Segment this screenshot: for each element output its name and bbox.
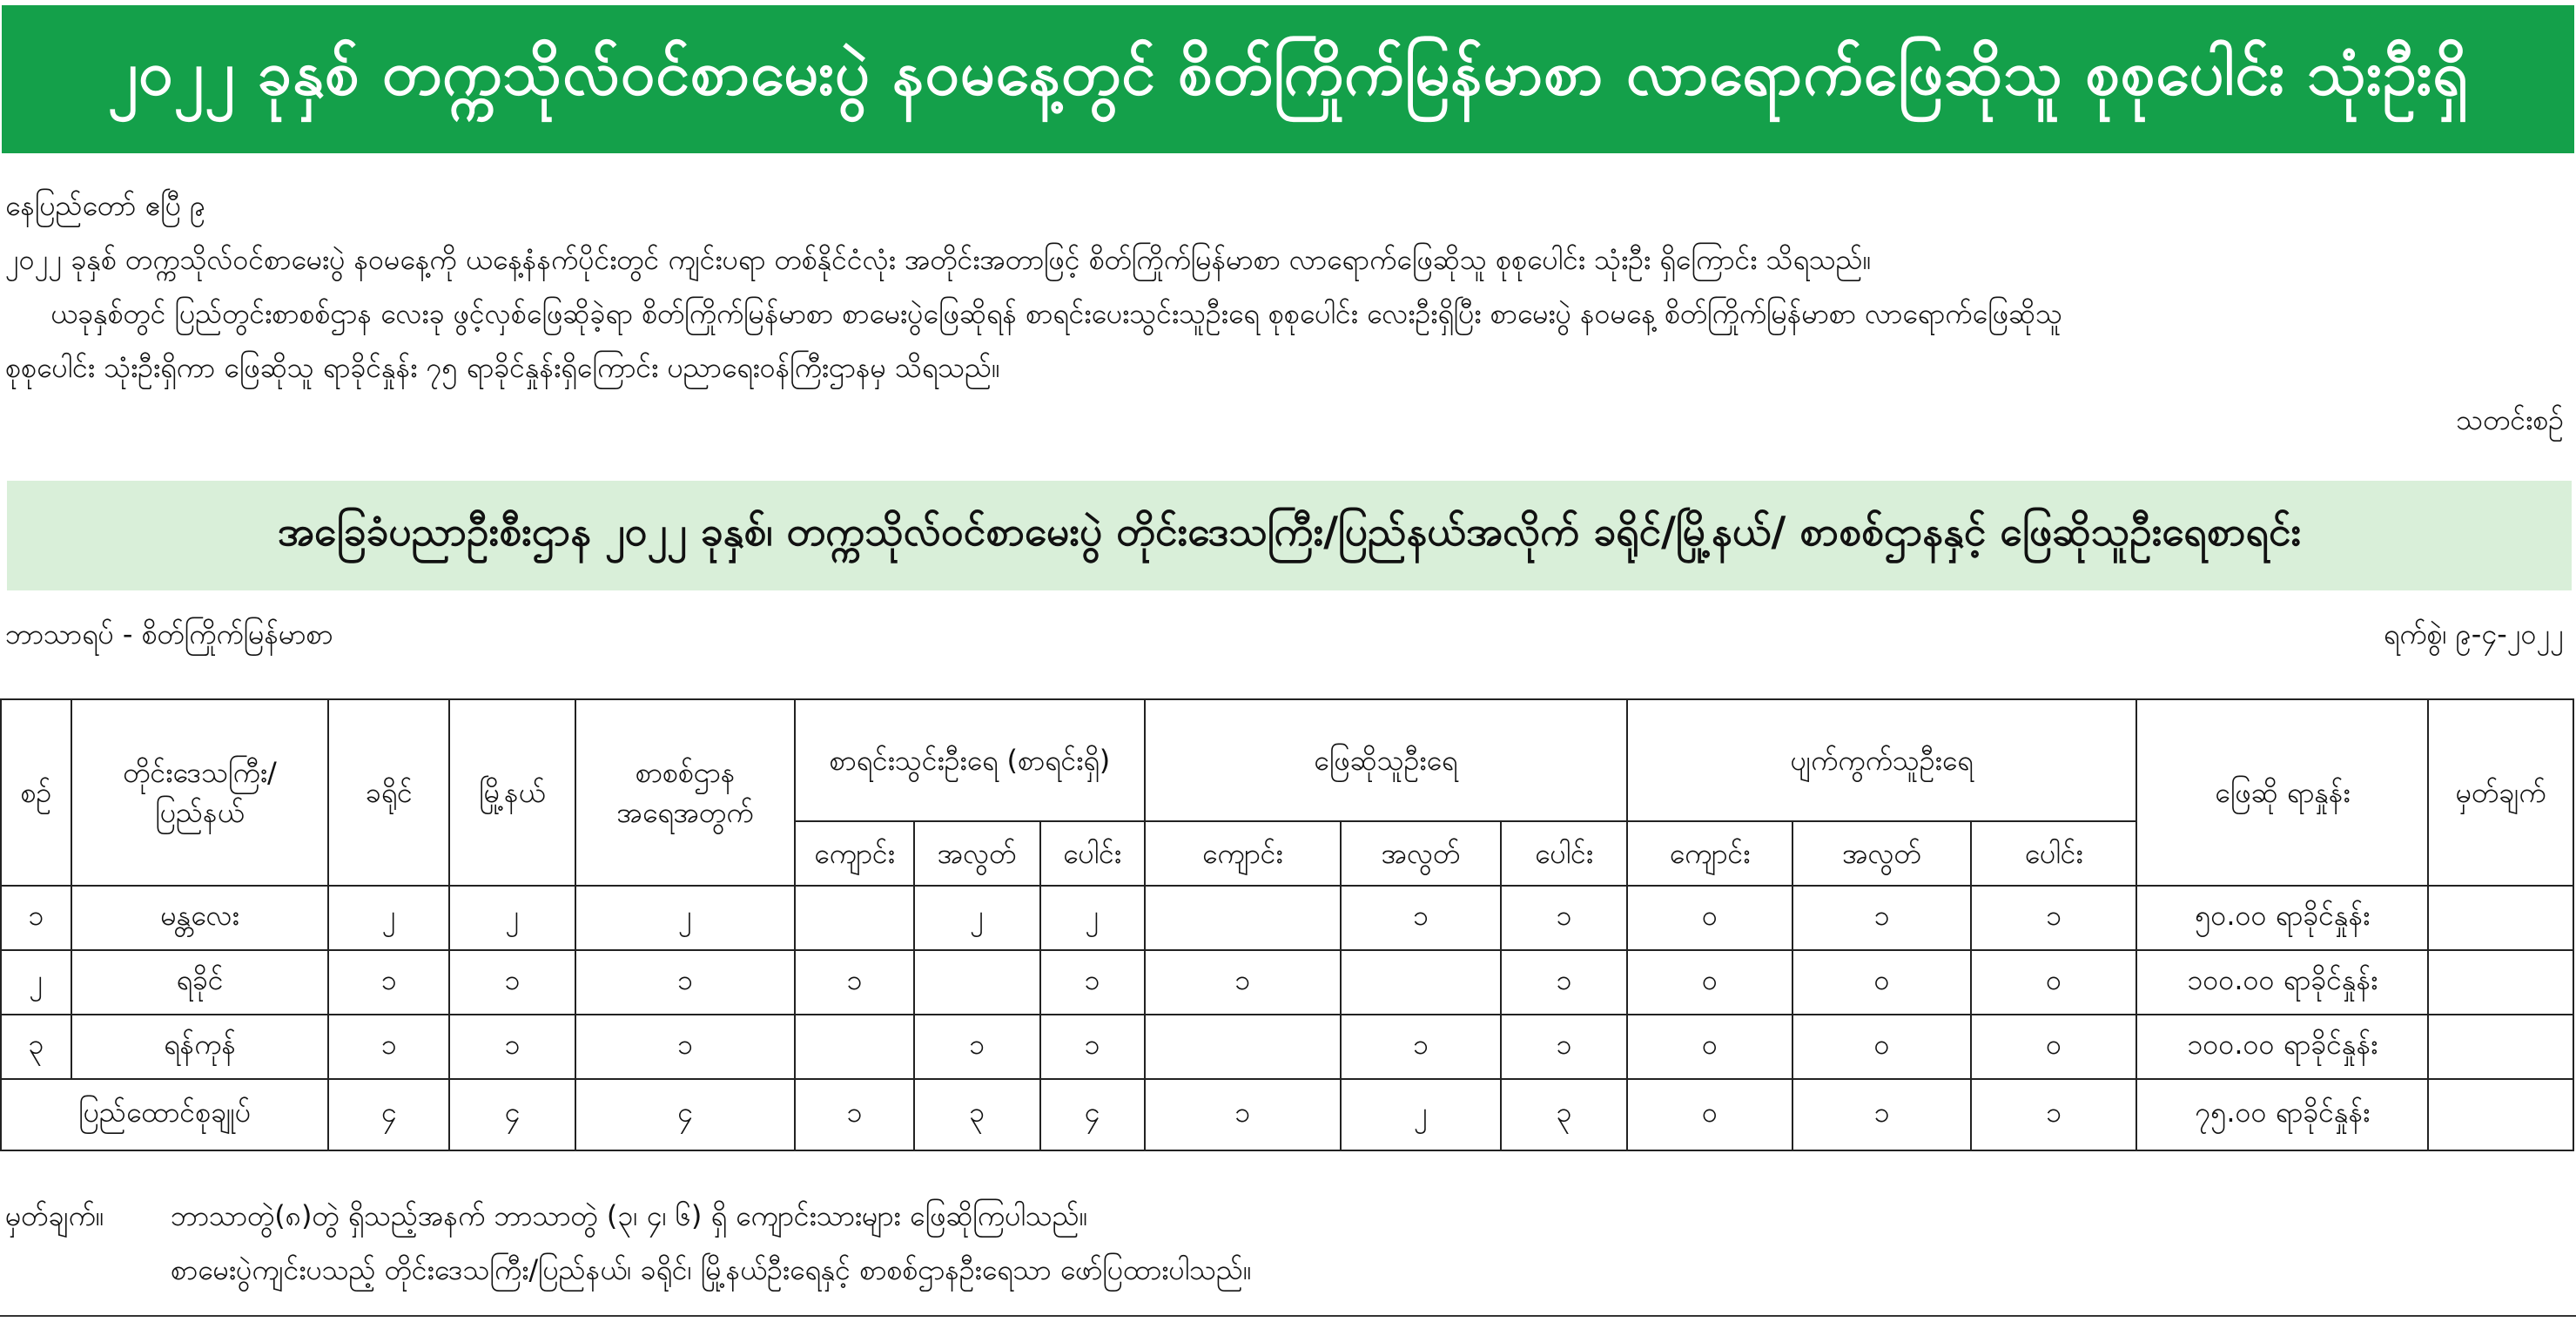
dateline: နေပြည်တော် ဧပြီ ၉ bbox=[5, 189, 206, 222]
article-paragraph-2: ယခုနှစ်တွင် ပြည်တွင်းစာစစ်ဌာန လေးခု ဖွင့်လှစ်ဖြေဆိုခဲ့ရာ စိတ်ကြိုက်မြန်မာစာ စာမေးပွဲဖြေဆိုရန် စာရင်းပေးသွင်းသူဦးရေ စုစုပေါင်း လေးဦးရှိပြီး စာမေးပွဲ နဝမနေ့ စိတ်ကြိုက်မြန်မာစာ လာရောက်ဖြေဆိုသူ bbox=[50, 297, 2062, 330]
header-township: မြို့နယ် bbox=[449, 699, 575, 886]
total-abs-private: ၁ bbox=[1792, 1079, 1971, 1150]
cell-township: ၁ bbox=[449, 950, 575, 1015]
cell-reg-private: ၁ bbox=[914, 1015, 1040, 1079]
cell-sat-total: ၁ bbox=[1501, 1015, 1627, 1079]
cell-abs-private: ၀ bbox=[1792, 950, 1971, 1015]
table-total-row bbox=[1, 1079, 2573, 1150]
subheader-school: ကျောင်း bbox=[795, 821, 914, 886]
table-row bbox=[1, 950, 2573, 1015]
cell-township: ၁ bbox=[449, 1015, 575, 1079]
cell-no: ၃ bbox=[1, 1015, 71, 1079]
cell-abs-school: ၀ bbox=[1627, 950, 1792, 1015]
article-paragraph-3: စုစုပေါင်း သုံးဦးရှိကာ ဖြေဆိုသူ ရာခိုင်နှုန်း ၇၅ ရာခိုင်နှုန်းရှိကြောင်း ပညာရေးဝန်ကြီးဌာနမှ သိရသည်။ bbox=[5, 351, 1000, 384]
cell-reg-private bbox=[914, 950, 1040, 1015]
cell-percent: ၁၀၀.၀၀ ရာခိုင်နှုန်း bbox=[2136, 950, 2428, 1015]
cell-remarks bbox=[2428, 1015, 2573, 1079]
cell-reg-total: ၁ bbox=[1040, 1015, 1145, 1079]
note-line-1: ဘာသာတွဲ(၈)တွဲ ရှိသည့်အနက် ဘာသာတွဲ (၃၊ ၄၊ ၆) ရှိ ကျောင်းသားများ ဖြေဆိုကြပါသည်။ bbox=[171, 1199, 1088, 1232]
cell-centers: ၁ bbox=[575, 1015, 795, 1079]
cell-region: ရခိုင် bbox=[71, 950, 329, 1015]
subheader-total: ပေါင်း bbox=[1501, 821, 1627, 886]
cell-sat-school: ၁ bbox=[1145, 950, 1341, 1015]
total-abs-total: ၁ bbox=[1971, 1079, 2136, 1150]
header-district: ခရိုင် bbox=[328, 699, 449, 886]
subheader-school: ကျောင်း bbox=[1145, 821, 1341, 886]
report-date: ရက်စွဲ၊ ၉-၄-၂၀၂၂ bbox=[2383, 617, 2564, 651]
total-label: ပြည်ထောင်စုချုပ် bbox=[1, 1079, 328, 1150]
cell-percent: ၅၀.၀၀ ရာခိုင်နှုန်း bbox=[2136, 886, 2428, 950]
header-percent: ဖြေဆို ရာနှုန်း bbox=[2136, 699, 2428, 886]
cell-abs-private: ၁ bbox=[1792, 886, 1971, 950]
reporter-credit: သတင်းစဉ် bbox=[2456, 403, 2564, 436]
section-title: အခြေခံပညာဦးစီးဌာန ၂၀၂၂ ခုနှစ်၊ တက္ကသိုလ်ဝင်စာမေးပွဲ တိုင်းဒေသကြီး/ပြည်နယ်အလိုက် ခရိုင်/မြို့နယ်/ စာစစ်ဌာနနှင့် ဖြေဆိုသူဦးရေစာရင်း bbox=[277, 507, 2302, 555]
total-centers: ၄ bbox=[575, 1079, 795, 1150]
cell-reg-private: ၂ bbox=[914, 886, 1040, 950]
cell-district: ၂ bbox=[328, 886, 449, 950]
cell-district: ၁ bbox=[328, 1015, 449, 1079]
subheader-private: အလွတ် bbox=[914, 821, 1040, 886]
total-abs-school: ၀ bbox=[1627, 1079, 1792, 1150]
section-header bbox=[7, 481, 2572, 590]
article-paragraph-1: ၂၀၂၂ ခုနှစ် တက္ကသိုလ်ဝင်စာမေးပွဲ နဝမနေ့ကို ယနေ့နံနက်ပိုင်းတွင် ကျင်းပရာ တစ်နိုင်ငံလုံး အတိုင်းအတာဖြင့် စိတ်ကြိုက်မြန်မာစာ လာရောက်ဖြေဆိုသူ စုစုပေါင်း သုံးဦး ရှိကြောင်း သိရသည်။ bbox=[5, 243, 1872, 276]
cell-no: ၂ bbox=[1, 950, 71, 1015]
cell-reg-total: ၁ bbox=[1040, 950, 1145, 1015]
subheader-private: အလွတ် bbox=[1341, 821, 1501, 886]
header-region: တိုင်းဒေသကြီး/ ပြည်နယ် bbox=[71, 699, 329, 886]
subheader-school: ကျောင်း bbox=[1627, 821, 1792, 886]
total-sat-total: ၃ bbox=[1501, 1079, 1627, 1150]
cell-sat-private: ၁ bbox=[1341, 886, 1501, 950]
total-percent: ၇၅.၀၀ ရာခိုင်နှုန်း bbox=[2136, 1079, 2428, 1150]
bottom-divider bbox=[0, 1315, 2576, 1317]
total-sat-school: ၁ bbox=[1145, 1079, 1341, 1150]
note-line-2: စာမေးပွဲကျင်းပသည့် တိုင်းဒေသကြီး/ပြည်နယ်၊ ခရိုင်၊ မြို့နယ်ဦးရေနှင့် စာစစ်ဌာနဦးရေသာ ဖော်ပြထားပါသည်။ bbox=[171, 1253, 1252, 1286]
total-reg-total: ၄ bbox=[1040, 1079, 1145, 1150]
total-reg-school: ၁ bbox=[795, 1079, 914, 1150]
total-reg-private: ၃ bbox=[914, 1079, 1040, 1150]
header-no: စဉ် bbox=[1, 699, 71, 886]
cell-sat-total: ၁ bbox=[1501, 886, 1627, 950]
cell-reg-total: ၂ bbox=[1040, 886, 1145, 950]
cell-percent: ၁၀၀.၀၀ ရာခိုင်နှုန်း bbox=[2136, 1015, 2428, 1079]
cell-township: ၂ bbox=[449, 886, 575, 950]
header-sat: ဖြေဆိုသူဦးရေ bbox=[1145, 699, 1627, 821]
cell-abs-school: ၀ bbox=[1627, 886, 1792, 950]
cell-centers: ၂ bbox=[575, 886, 795, 950]
cell-abs-total: ၁ bbox=[1971, 886, 2136, 950]
cell-reg-school: ၁ bbox=[795, 950, 914, 1015]
headline-banner bbox=[2, 5, 2574, 153]
cell-centers: ၁ bbox=[575, 950, 795, 1015]
cell-sat-total: ၁ bbox=[1501, 950, 1627, 1015]
subject-label: ဘာသာရပ် - စိတ်ကြိုက်မြန်မာစာ bbox=[5, 617, 333, 651]
subheader-private: အလွတ် bbox=[1792, 821, 1971, 886]
cell-no: ၁ bbox=[1, 886, 71, 950]
cell-abs-total: ၀ bbox=[1971, 1015, 2136, 1079]
cell-remarks bbox=[2428, 886, 2573, 950]
header-remarks: မှတ်ချက် bbox=[2428, 699, 2573, 886]
cell-abs-school: ၀ bbox=[1627, 1015, 1792, 1079]
total-township: ၄ bbox=[449, 1079, 575, 1150]
cell-region: ရန်ကုန် bbox=[71, 1015, 329, 1079]
total-sat-private: ၂ bbox=[1341, 1079, 1501, 1150]
cell-sat-private: ၁ bbox=[1341, 1015, 1501, 1079]
results-table bbox=[0, 698, 2574, 1151]
subheader-total: ပေါင်း bbox=[1971, 821, 2136, 886]
headline-title: ၂၀၂၂ ခုနှစ် တက္ကသိုလ်ဝင်စာမေးပွဲ နဝမနေ့တွင် စိတ်ကြိုက်မြန်မာစာ လာရောက်ဖြေဆိုသူ စုစုပေါင်း သုံးဦးရှိ bbox=[107, 37, 2469, 109]
table-row bbox=[1, 886, 2573, 950]
cell-region: မန္တလေး bbox=[71, 886, 329, 950]
subheader-total: ပေါင်း bbox=[1040, 821, 1145, 886]
total-district: ၄ bbox=[328, 1079, 449, 1150]
cell-district: ၁ bbox=[328, 950, 449, 1015]
cell-abs-private: ၀ bbox=[1792, 1015, 1971, 1079]
header-absent: ပျက်ကွက်သူဦးရေ bbox=[1627, 699, 2136, 821]
cell-reg-school bbox=[795, 886, 914, 950]
header-centers: စာစစ်ဌာန အရေအတွက် bbox=[575, 699, 795, 886]
table-row bbox=[1, 1015, 2573, 1079]
cell-sat-private bbox=[1341, 950, 1501, 1015]
notes-label: မှတ်ချက်။ bbox=[5, 1199, 104, 1232]
cell-reg-school bbox=[795, 1015, 914, 1079]
cell-sat-school bbox=[1145, 886, 1341, 950]
header-registered: စာရင်းသွင်းဦးရေ (စာရင်းရှိ) bbox=[795, 699, 1144, 821]
cell-remarks bbox=[2428, 950, 2573, 1015]
cell-sat-school bbox=[1145, 1015, 1341, 1079]
total-remarks bbox=[2428, 1079, 2573, 1150]
cell-abs-total: ၀ bbox=[1971, 950, 2136, 1015]
